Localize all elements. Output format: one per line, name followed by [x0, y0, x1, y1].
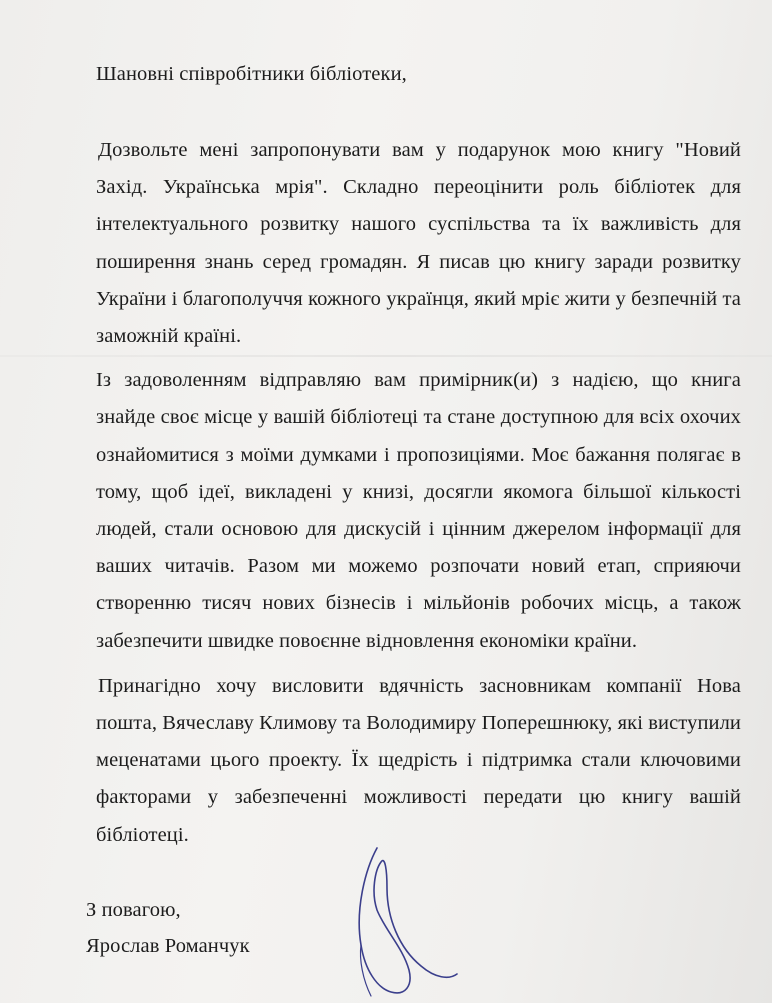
letter-greeting: Шановні співробітники бібліотеки, [96, 63, 407, 85]
paragraph-copies: Із задоволенням відправляю вам примірник(и) з надією, що книга знайде своє місце у вашій бібліотеці та стане доступною для всіх охочих ознайомитися з моїми думками і пропозиціями. Моє бажання полягає в тому, щоб ідеї, викладені у книзі, досягли якомога більшої кількості людей, стали основою для дискусій і цінним джерелом інформації для ваших читачів. Разом ми можемо розпочати новий етап, сприяючи створенню тисяч нових бізнесів і мільйонів робочих місць, а також забезпечити швидке повоєнне відновлення економіки країни. [96, 369, 741, 652]
paragraph-gift: Дозвольте мені запропонувати вам у подарунок мою книгу "Новий Захід. Українська мрія". Складно переоцінити роль бібліотек для інтелектуального розвитку нашого суспільства та їх важливість для поширення знань серед громадян. Я писав цю книгу заради розвитку України і благополуччя кожного українця, який мріє жити у безпечній та заможній країні. [96, 139, 741, 348]
letter-closing-block [86, 892, 250, 964]
closing-phrase: З повагою, [86, 899, 181, 921]
handwritten-signature [325, 840, 465, 1000]
paragraph-gratitude: Принагідно хочу висловити вдячність засновникам компанії Нова пошта, Вячеславу Климову та Володимиру Поперешнюку, які виступили меценатами цього проекту. Їх щедрість і підтримка стали ключовими факторами у забезпеченні можливості передати цю книгу вашій бібліотеці. [96, 674, 741, 846]
letter-body [96, 132, 741, 862]
signer-name: Ярослав Романчук [86, 935, 250, 957]
